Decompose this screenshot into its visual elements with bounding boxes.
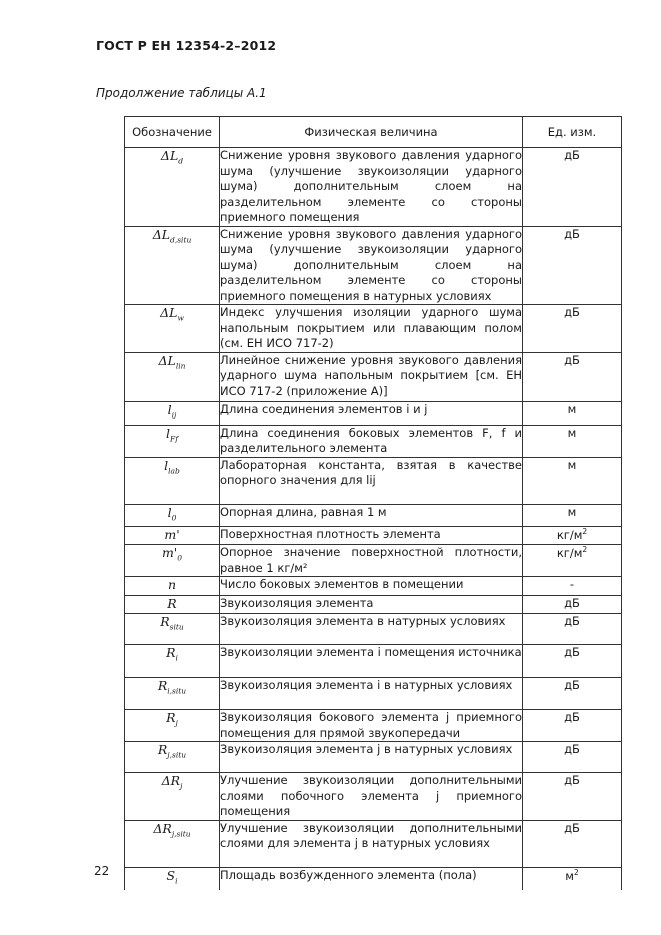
symbol-subscript: j: [175, 718, 178, 728]
quantity-cell: [220, 710, 523, 742]
unit-cell: [523, 595, 622, 614]
quantity-description: Звукоизоляция элемента в натурных условиях: [220, 614, 506, 628]
symbol-cell: [125, 352, 220, 401]
unit-cell: [523, 614, 622, 645]
unit-cell: [523, 645, 622, 678]
symbol-main: m': [161, 545, 178, 560]
symbol-subscript: 0: [177, 553, 183, 563]
table-row: [125, 305, 622, 353]
unit-superscript: 2: [582, 545, 588, 554]
table-row: [125, 645, 622, 678]
quantity-cell: [220, 545, 523, 577]
quantity-cell: [220, 678, 523, 710]
unit-superscript: 2: [582, 526, 588, 536]
symbol-cell: [125, 595, 220, 614]
symbol-cell: [125, 678, 220, 710]
quantity-cell: [220, 148, 523, 227]
unit-value: м: [567, 504, 577, 519]
symbol-cell: [125, 148, 220, 227]
quantity-cell: [220, 820, 523, 867]
symbol-cell: [125, 504, 220, 526]
table-row: [125, 226, 622, 305]
unit-value: дБ: [564, 773, 580, 787]
unit-value: дБ: [564, 742, 580, 756]
unit-cell: [523, 305, 622, 353]
unit-cell: [523, 148, 622, 227]
symbol-subscript: d: [178, 156, 184, 166]
symbol-cell: [125, 645, 220, 678]
quantity-description: Опорное значение поверхностной плотности, равное 1 кг/м²: [220, 545, 522, 575]
unit-value: дБ: [564, 226, 580, 241]
symbol-cell: [125, 710, 220, 742]
symbol-cell: [125, 614, 220, 645]
table-row: [125, 614, 622, 645]
unit-value: м: [567, 401, 577, 416]
symbol-subscript: i: [175, 653, 178, 663]
symbol-main: ΔL: [160, 148, 179, 163]
unit-value: дБ: [564, 710, 580, 724]
unit-cell: [523, 526, 622, 545]
unit-value: дБ: [564, 305, 580, 319]
table-row: [125, 867, 622, 890]
symbol-main: ΔL: [152, 226, 171, 242]
quantity-description: Звукоизоляция элемента j в натурных условиях: [220, 742, 513, 756]
quantity-description: Звукоизоляции элемента i помещения источника: [220, 645, 522, 659]
symbol-cell: [125, 867, 220, 890]
quantity-cell: [220, 425, 523, 457]
symbol-main: ΔR: [161, 773, 181, 788]
quantity-cell: [220, 867, 523, 890]
table-row: [125, 457, 622, 504]
table-row: [125, 545, 622, 577]
quantity-cell: [220, 773, 523, 821]
quantity-cell: [220, 595, 523, 614]
unit-cell: [523, 678, 622, 710]
symbol-main: R: [167, 595, 177, 611]
symbol-cell: [125, 820, 220, 867]
column-header-unit: Ед. изм.: [523, 117, 622, 148]
quantity-cell: [220, 614, 523, 645]
symbol-subscript: d,situ: [170, 235, 192, 244]
symbol-main: l: [166, 425, 170, 441]
unit-value: дБ: [564, 614, 580, 628]
symbol-cell: [125, 305, 220, 353]
unit-value: м: [565, 868, 574, 883]
unit-value: м: [567, 425, 577, 440]
quantity-description: Число боковых элементов в помещении: [220, 577, 464, 591]
quantity-description: Опорная длина, равная 1 м: [220, 504, 387, 519]
symbol-subscript: ij: [171, 410, 177, 419]
quantity-description: Звукоизоляция элемента i в натурных условиях: [220, 678, 513, 692]
page-number: 22: [94, 864, 110, 878]
symbol-main: n: [167, 577, 177, 592]
table-row: [125, 678, 622, 710]
quantity-cell: [220, 305, 523, 353]
unit-cell: [523, 226, 622, 305]
column-header-quantity: Физическая величина: [220, 117, 523, 148]
quantity-description: Лабораторная константа, взятая в качестве опорного значения для lij: [220, 457, 522, 487]
symbol-main: l: [164, 457, 169, 473]
symbol-main: R: [166, 645, 176, 660]
unit-value: кг/м: [556, 545, 583, 560]
unit-cell: [523, 545, 622, 577]
quantity-description: Поверхностная плотность элемента: [220, 526, 441, 541]
quantity-cell: [220, 742, 523, 773]
quantity-description: Снижение уровня звукового давления ударного шума (улучшение звукоизоляции ударного шума) дополнительным слоем на разделительном элементе со стороны приемного помещения в натурных условиях: [220, 226, 522, 303]
symbol-main: R: [157, 742, 168, 757]
symbol-subscript: j,situ: [167, 750, 187, 760]
symbol-subscript: i: [175, 876, 178, 885]
unit-value: -: [569, 577, 575, 591]
unit-cell: [523, 425, 622, 457]
symbol-cell: [125, 526, 220, 545]
quantity-description: Длина соединения элементов i и j: [220, 401, 428, 416]
symbol-subscript: w: [177, 313, 184, 323]
unit-value: кг/м: [556, 527, 583, 542]
unit-value: дБ: [564, 678, 580, 692]
unit-value: дБ: [564, 645, 580, 659]
quantity-cell: [220, 504, 523, 526]
quantity-cell: [220, 457, 523, 504]
symbol-cell: [125, 226, 220, 305]
symbol-main: l: [167, 401, 172, 417]
table-row: [125, 148, 622, 227]
unit-cell: [523, 710, 622, 742]
quantity-description: Улучшение звукоизоляции дополнительными слоями побочного элемента j приемного помещения: [220, 773, 522, 818]
symbol-main: m': [164, 526, 180, 542]
table-row: [125, 504, 622, 526]
unit-cell: [523, 577, 622, 596]
quantity-description: Звукоизоляция элемента: [220, 595, 374, 610]
quantity-description: Линейное снижение уровня звукового давления ударного шума напольным покрытием [см. ЕН ИСО 717-2 (приложение А)]: [220, 352, 522, 398]
symbol-main: R: [166, 710, 176, 725]
quantity-cell: [220, 226, 523, 305]
symbol-cell: [125, 457, 220, 504]
quantity-description: Индекс улучшения изоляции ударного шума напольным покрытием или плавающим полом (см. ЕН ИСО 717-2): [220, 305, 522, 350]
symbol-subscript: i,situ: [167, 686, 187, 696]
quantity-description: Звукоизоляция бокового элемента j приемного помещения для прямой звукопередачи: [220, 710, 522, 740]
symbol-main: S: [166, 867, 176, 883]
document-header: ГОСТ Р ЕН 12354-2–2012: [96, 38, 277, 53]
unit-superscript: 2: [573, 867, 579, 877]
symbol-cell: [125, 545, 220, 577]
unit-cell: [523, 352, 622, 401]
table-row: [125, 742, 622, 773]
table-row: [125, 401, 622, 425]
symbol-subscript: j,situ: [171, 829, 191, 838]
column-header-symbol: Обозначение: [125, 117, 220, 148]
table-row: [125, 820, 622, 867]
unit-cell: [523, 401, 622, 425]
quantity-cell: [220, 645, 523, 678]
table-header-row: [125, 117, 622, 148]
symbol-main: ΔL: [160, 305, 178, 320]
unit-value: дБ: [564, 595, 580, 610]
unit-value: м: [567, 457, 577, 472]
symbol-cell: [125, 742, 220, 773]
quantity-cell: [220, 526, 523, 545]
symbol-subscript: 0: [171, 513, 177, 522]
unit-cell: [523, 773, 622, 821]
symbol-main: R: [157, 678, 168, 693]
symbols-table: [124, 116, 622, 890]
symbol-subscript: situ: [169, 622, 184, 632]
quantity-description: Снижение уровня звукового давления ударного шума (улучшение звукоизоляции ударного шума) дополнительным слоем на разделительном элементе со стороны приемного помещения: [220, 148, 522, 224]
unit-value: дБ: [564, 820, 580, 835]
symbol-cell: [125, 425, 220, 457]
table-row: [125, 595, 622, 614]
table-row: [125, 526, 622, 545]
quantity-cell: [220, 352, 523, 401]
quantity-cell: [220, 401, 523, 425]
symbol-cell: [125, 773, 220, 821]
table-row: [125, 710, 622, 742]
symbol-subscript: lin: [175, 361, 186, 370]
unit-cell: [523, 820, 622, 867]
table-row: [125, 773, 622, 821]
symbol-main: ΔL: [158, 352, 176, 368]
quantity-description: Длина соединения боковых элементов F, f и разделительного элемента: [220, 425, 522, 455]
symbol-main: R: [160, 614, 170, 629]
quantity-cell: [220, 577, 523, 596]
table-row: [125, 352, 622, 401]
table-row: [125, 425, 622, 457]
unit-cell: [523, 457, 622, 504]
symbol-main: l: [167, 504, 172, 520]
symbol-main: ΔR: [153, 820, 172, 836]
unit-value: дБ: [564, 352, 580, 367]
symbol-subscript: j: [180, 781, 183, 791]
unit-cell: [523, 867, 622, 890]
unit-cell: [523, 742, 622, 773]
unit-value: дБ: [564, 148, 580, 162]
symbol-cell: [125, 577, 220, 596]
symbol-subscript: Ff: [170, 434, 178, 443]
table-caption: Продолжение таблицы А.1: [96, 86, 267, 100]
symbol-subscript: lab: [168, 466, 180, 475]
symbol-cell: [125, 401, 220, 425]
table-row: [125, 577, 622, 596]
unit-cell: [523, 504, 622, 526]
quantity-description: Площадь возбужденного элемента (пола): [220, 867, 477, 882]
quantity-description: Улучшение звукоизоляции дополнительными слоями для элемента j в натурных условиях: [220, 820, 522, 850]
